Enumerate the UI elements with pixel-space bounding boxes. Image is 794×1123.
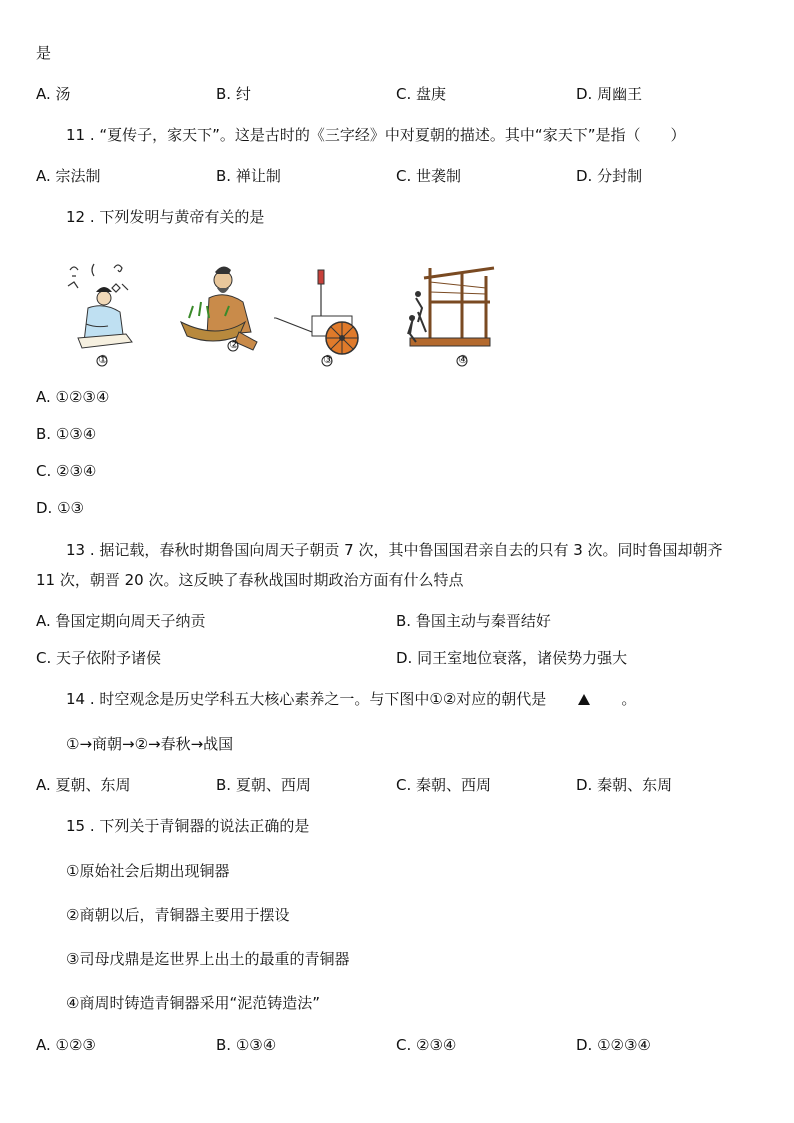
answer-blank-triangle-icon xyxy=(578,694,590,705)
q15-option-c[interactable]: C. ②③④ xyxy=(396,1036,457,1054)
q15-statement-1: ①原始社会后期出现铜器 xyxy=(66,862,230,880)
figure-label-2: ② xyxy=(229,338,239,351)
figure-house-building xyxy=(400,258,500,370)
q15-statement-4: ④商周时铸造青铜器采用“泥范铸造法” xyxy=(66,994,320,1012)
question-15-text: 15 . 下列关于青铜器的说法正确的是 xyxy=(66,817,310,835)
question-14-sequence: ①→商朝→②→春秋→战国 xyxy=(66,735,234,753)
q15-statement-3: ③司母戊鼎是迄世界上出土的最重的青铜器 xyxy=(66,950,350,968)
question-14-stem: 14 . 时空观念是历史学科五大核心素养之一。与下图中①②对应的朝代是 xyxy=(66,690,547,708)
question-14-end: 。 xyxy=(621,690,637,708)
question-14-text xyxy=(66,689,636,709)
figure-label-3: ③ xyxy=(323,353,333,366)
q13-option-d[interactable]: D. 同王室地位衰落，诸侯势力强大 xyxy=(396,649,628,667)
q14-option-b[interactable]: B. 夏朝、西周 xyxy=(216,776,311,794)
q15-option-b[interactable]: B. ①③④ xyxy=(216,1036,277,1054)
option-a[interactable]: A. 汤 xyxy=(36,85,71,103)
option-c[interactable]: C. 盘庚 xyxy=(396,85,447,103)
option-b[interactable]: B. 纣 xyxy=(216,85,251,103)
q15-option-a[interactable]: A. ①②③ xyxy=(36,1036,96,1054)
q13-option-b[interactable]: B. 鲁国主动与秦晋结好 xyxy=(396,612,551,630)
q15-option-d[interactable]: D. ①②③④ xyxy=(576,1036,651,1054)
q15-statement-2: ②商朝以后，青铜器主要用于摆设 xyxy=(66,906,290,924)
question-13-line1: 13 . 据记载，春秋时期鲁国向周天子朝贡 7 次，其中鲁国国君亲自去的只有 3 次。同时鲁国却朝齐 xyxy=(66,541,723,559)
q13-option-c[interactable]: C. 天子依附予诸侯 xyxy=(36,649,162,667)
figure-chariot xyxy=(270,258,370,370)
q14-option-c[interactable]: C. 秦朝、西周 xyxy=(396,776,492,794)
figure-writing-scribe xyxy=(62,258,142,370)
q12-option-c[interactable]: C. ②③④ xyxy=(36,462,97,480)
question-13-line2: 11 次，朝晋 20 次。这反映了春秋战国时期政治方面有什么特点 xyxy=(36,571,464,589)
q11-option-c[interactable]: C. 世袭制 xyxy=(396,167,462,185)
q12-option-b[interactable]: B. ①③④ xyxy=(36,425,97,443)
q14-option-a[interactable]: A. 夏朝、东周 xyxy=(36,776,131,794)
q11-option-d[interactable]: D. 分封制 xyxy=(576,167,643,185)
q11-option-b[interactable]: B. 禅让制 xyxy=(216,167,281,185)
q12-option-d[interactable]: D. ①③ xyxy=(36,499,84,517)
q13-option-a[interactable]: A. 鲁国定期向周天子纳贡 xyxy=(36,612,206,630)
q14-option-d[interactable]: D. 秦朝、东周 xyxy=(576,776,673,794)
question-11-text: 11 . “夏传子，家天下”。这是古时的《三字经》中对夏朝的描述。其中“家天下”是指（ ） xyxy=(66,126,686,144)
option-d[interactable]: D. 周幽王 xyxy=(576,85,643,103)
figure-label-4: ④ xyxy=(458,353,468,366)
figure-herb-tasting xyxy=(175,258,265,370)
question-text-tail: 是 xyxy=(36,44,52,62)
figure-label-1: ① xyxy=(98,353,108,366)
question-12-text: 12 . 下列发明与黄帝有关的是 xyxy=(66,208,265,226)
q12-option-a[interactable]: A. ①②③④ xyxy=(36,388,110,406)
q11-option-a[interactable]: A. 宗法制 xyxy=(36,167,101,185)
